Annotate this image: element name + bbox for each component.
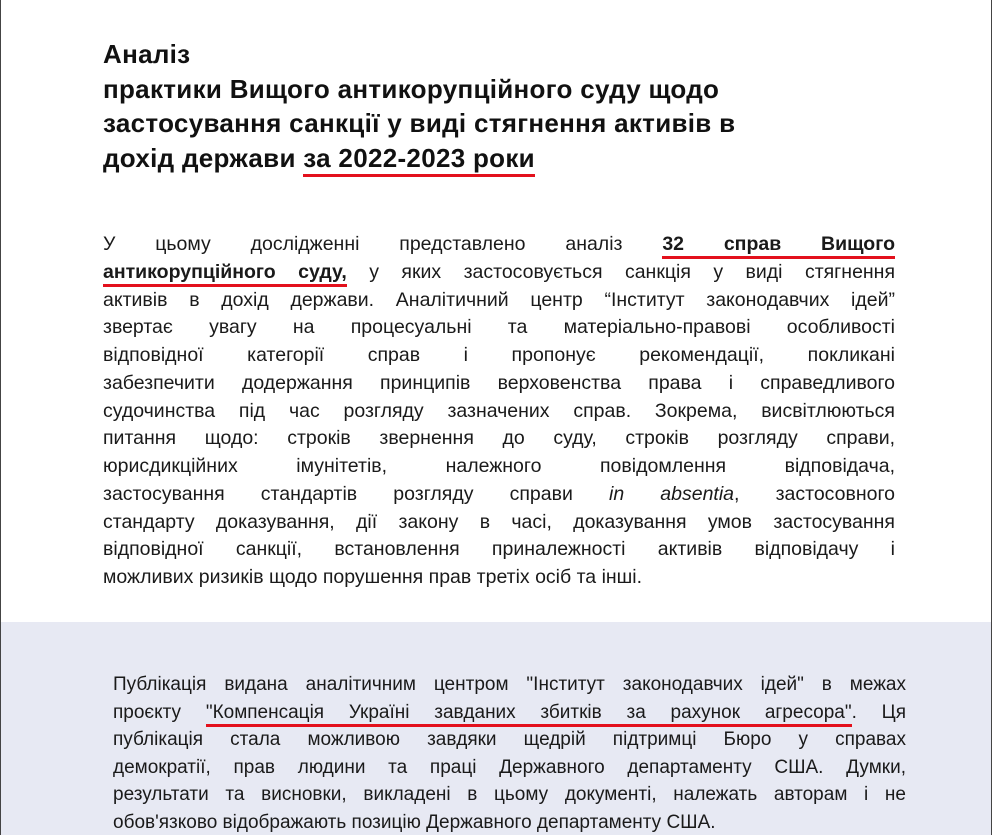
text: застосування стандартів розгляду справи [103,483,609,505]
text-line: відповідної категорії справ і пропонує рекомендації, покликані [103,342,895,370]
italic-term: in absentia [609,483,734,505]
text: у яких застосовується санкція у виді стягнення [347,261,895,283]
text-line [103,259,895,287]
text-line [103,481,895,509]
title-highlight-years: за 2022-2023 роки [303,143,535,177]
abstract-paragraph [103,231,895,592]
text-line [103,231,895,259]
text: проєкту [113,702,206,723]
text-line: питання щодо: строків звернення до суду, строків розгляду справи, [103,425,895,453]
text: , застосовного [734,483,895,505]
text-line: судочинства під час розгляду зазначених справ. Зокрема, висвітлюються [103,398,895,426]
text: У цьому дослідженні представлено аналіз [103,233,662,255]
text-line: Публікація видана аналітичним центром "Інститут законодавчих ідей" в межах [113,671,906,699]
text-line: демократії, прав людини та праці Державного департаменту США. Думки, [113,754,906,782]
title-line [103,141,735,176]
text-line [113,699,906,727]
text-line: стандарту доказування, дії закону в часі, доказування умов застосування [103,509,895,537]
project-name-highlight: "Компенсація Україні завданих збитків за рахунок агресора" [206,702,852,727]
text-line: звертає увагу на процесуальні та матеріально-правові особливості [103,314,895,342]
title-line: Аналіз [103,37,735,72]
highlight-court: антикорупційного суду, [103,261,347,287]
title-text: дохід держави [103,143,303,173]
text-line: юрисдикційних імунітетів, належного повідомлення відповідача, [103,453,895,481]
text-line: можливих ризиків щодо порушення прав третіх осіб та інші. [103,564,895,592]
document-title [103,37,735,175]
text-line: результати та висновки, викладені в цьому документі, належать авторам і не [113,781,906,809]
title-line: застосування санкції у виді стягнення активів в [103,106,735,141]
highlight-cases-count: 32 справ Вищого [662,233,895,259]
text: . Ця [852,702,906,723]
text-line: обов'язково відображають позицію Державного департаменту США. [113,809,906,836]
text-line: активів в дохід держави. Аналітичний центр “Інститут законодавчих ідей” [103,287,895,315]
funding-note-box [1,622,991,835]
funding-note-text [113,671,906,836]
title-line: практики Вищого антикорупційного суду щодо [103,72,735,107]
text-line: забезпечити додержання принципів верховенства права і справедливого [103,370,895,398]
text-line: відповідної санкції, встановлення приналежності активів відповідачу і [103,536,895,564]
text-line: публікація стала можливою завдяки щедрій підтримці Бюро у справах [113,726,906,754]
